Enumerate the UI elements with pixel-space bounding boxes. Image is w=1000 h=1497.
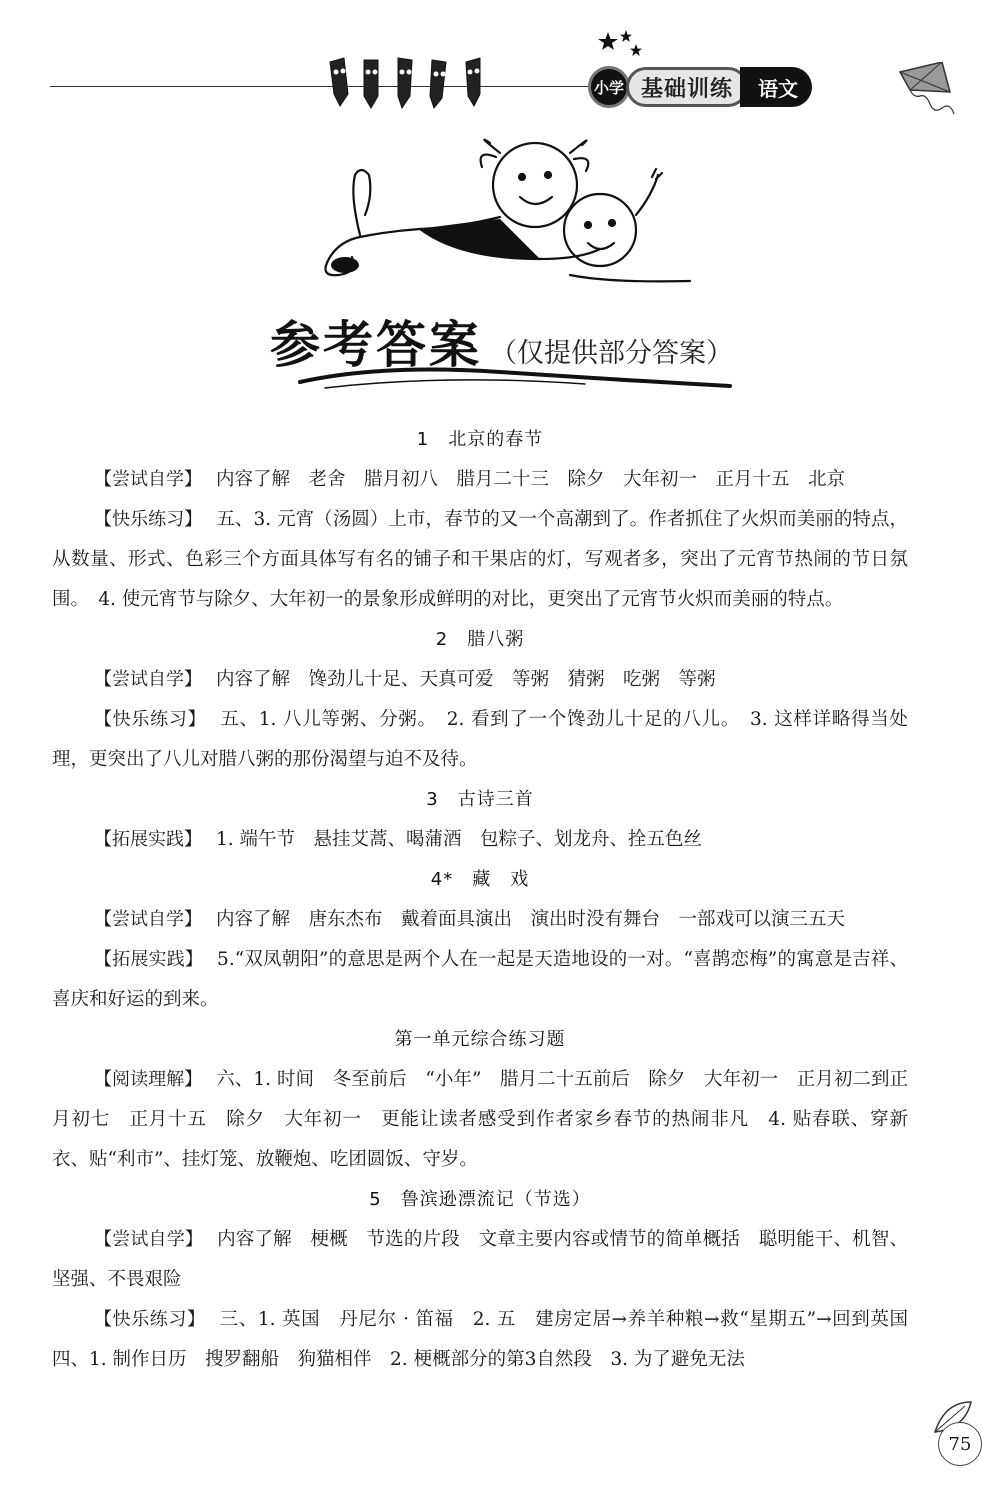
entry-text: 内容了解 梗概 节选的片段 文章主要内容或情节的简单概括 聪明能干、机智、坚强、不畏艰险 [52,1229,908,1290]
entry-text: 5.“双凤朝阳”的意思是两个人在一起是天造地设的一对。“喜鹊恋梅”的寓意是吉祥、喜庆和好运的到来。 [52,949,908,1010]
series-badge [588,66,812,108]
answer-entry [52,1220,908,1300]
entry-label: 【尝试自学】 [94,909,202,930]
stars-icon [598,30,648,60]
section-title: 5 鲁滨逊漂流记（节选） [369,1189,591,1210]
entry-label: 【尝试自学】 [94,469,202,490]
section-title: 3 古诗三首 [426,789,534,810]
answer-entry [52,1060,908,1180]
entry-text: 六、1. 时间 冬至前后 “小年” 腊月二十五前后 除夕 大年初一 正月初二到正月初七 正月十五 除夕 大年初一 更能让读者感受到作者家乡春节的热闹非凡 4. 贴春联、穿新衣、贴“利市”、挂灯笼、放鞭炮、吃团圆饭、守岁。 [52,1069,909,1170]
entry-text: 三、1. 英国 丹尼尔 · 笛福 2. 五 建房定居→养羊种粮→救“星期五”→回到英国 四、1. 制作日历 搜罗翻船 狗猫相伴 2. 梗概部分的第3自然段 3. 为了避免无法 [52,1309,927,1370]
entry-label: 【快乐练习】 [94,509,203,530]
kite-icon [880,62,960,122]
entry-label: 【阅读理解】 [94,1069,203,1090]
answer-entry [52,820,908,860]
entry-label: 【快乐练习】 [94,709,207,730]
answer-entry [52,1300,927,1380]
entry-text: 内容了解 老舍 腊月初八 腊月二十三 除夕 大年初一 正月十五 北京 [216,469,846,490]
entry-text: 内容了解 唐东杰布 戴着面具演出 演出时没有舞台 一部戏可以演三五天 [216,909,846,930]
badge-primary: 小学 [588,66,630,108]
entry-text: 1. 端午节 悬挂艾蒿、喝蒲酒 包粽子、划龙舟、拴五色丝 [216,829,703,850]
section-title: 4* 藏 戏 [430,869,530,890]
children-illustration-icon [300,135,700,310]
entry-label: 【尝试自学】 [94,1229,204,1250]
page-subtitle: （仅提供部分答案） [490,338,733,369]
entry-text: 五、1. 八儿等粥、分粥。 2. 看到了一个馋劲儿十足的八儿。 3. 这样详略得当处理，更突出了八儿对腊八粥的那份渴望与迫不及待。 [52,709,908,770]
answer-entry [52,940,908,1020]
badge-subject: 语文 [740,67,812,107]
pencil-characters-icon [318,50,498,110]
answer-entry [52,460,908,500]
entry-label: 【拓展实践】 [94,829,202,850]
entry-text: 五、3. 元宵（汤圆）上市，春节的又一个高潮到了。作者抓住了火炽而美丽的特点，从数量、形式、色彩三个方面具体写有名的铺子和干果店的灯，写观者多，突出了元宵节热闹的节日氛围。 4. 使元宵节与除夕、大年初一的景象形成鲜明的对比，更突出了元宵节火炽而美丽的特点。 [52,509,908,610]
section-title: 1 北京的春节 [416,429,544,450]
answer-entry [52,500,908,620]
answer-entry [52,900,908,940]
answer-entry [52,660,908,700]
entry-label: 【尝试自学】 [94,669,202,690]
section-title: 第一单元综合练习题 [394,1029,566,1050]
entry-text: 内容了解 馋劲儿十足、天真可爱 等粥 猜粥 吃粥 等粥 [216,669,716,690]
section-title: 2 腊八粥 [435,629,525,650]
entry-label: 【快乐练习】 [94,1309,206,1330]
page-title: 参考答案 [270,316,482,374]
answer-entry [52,700,908,780]
badge-title: 基础训练 [626,67,748,107]
answer-content [52,420,927,1380]
entry-label: 【拓展实践】 [94,949,204,970]
title-swash-icon [295,360,735,396]
page-number: 75 [938,1422,982,1466]
